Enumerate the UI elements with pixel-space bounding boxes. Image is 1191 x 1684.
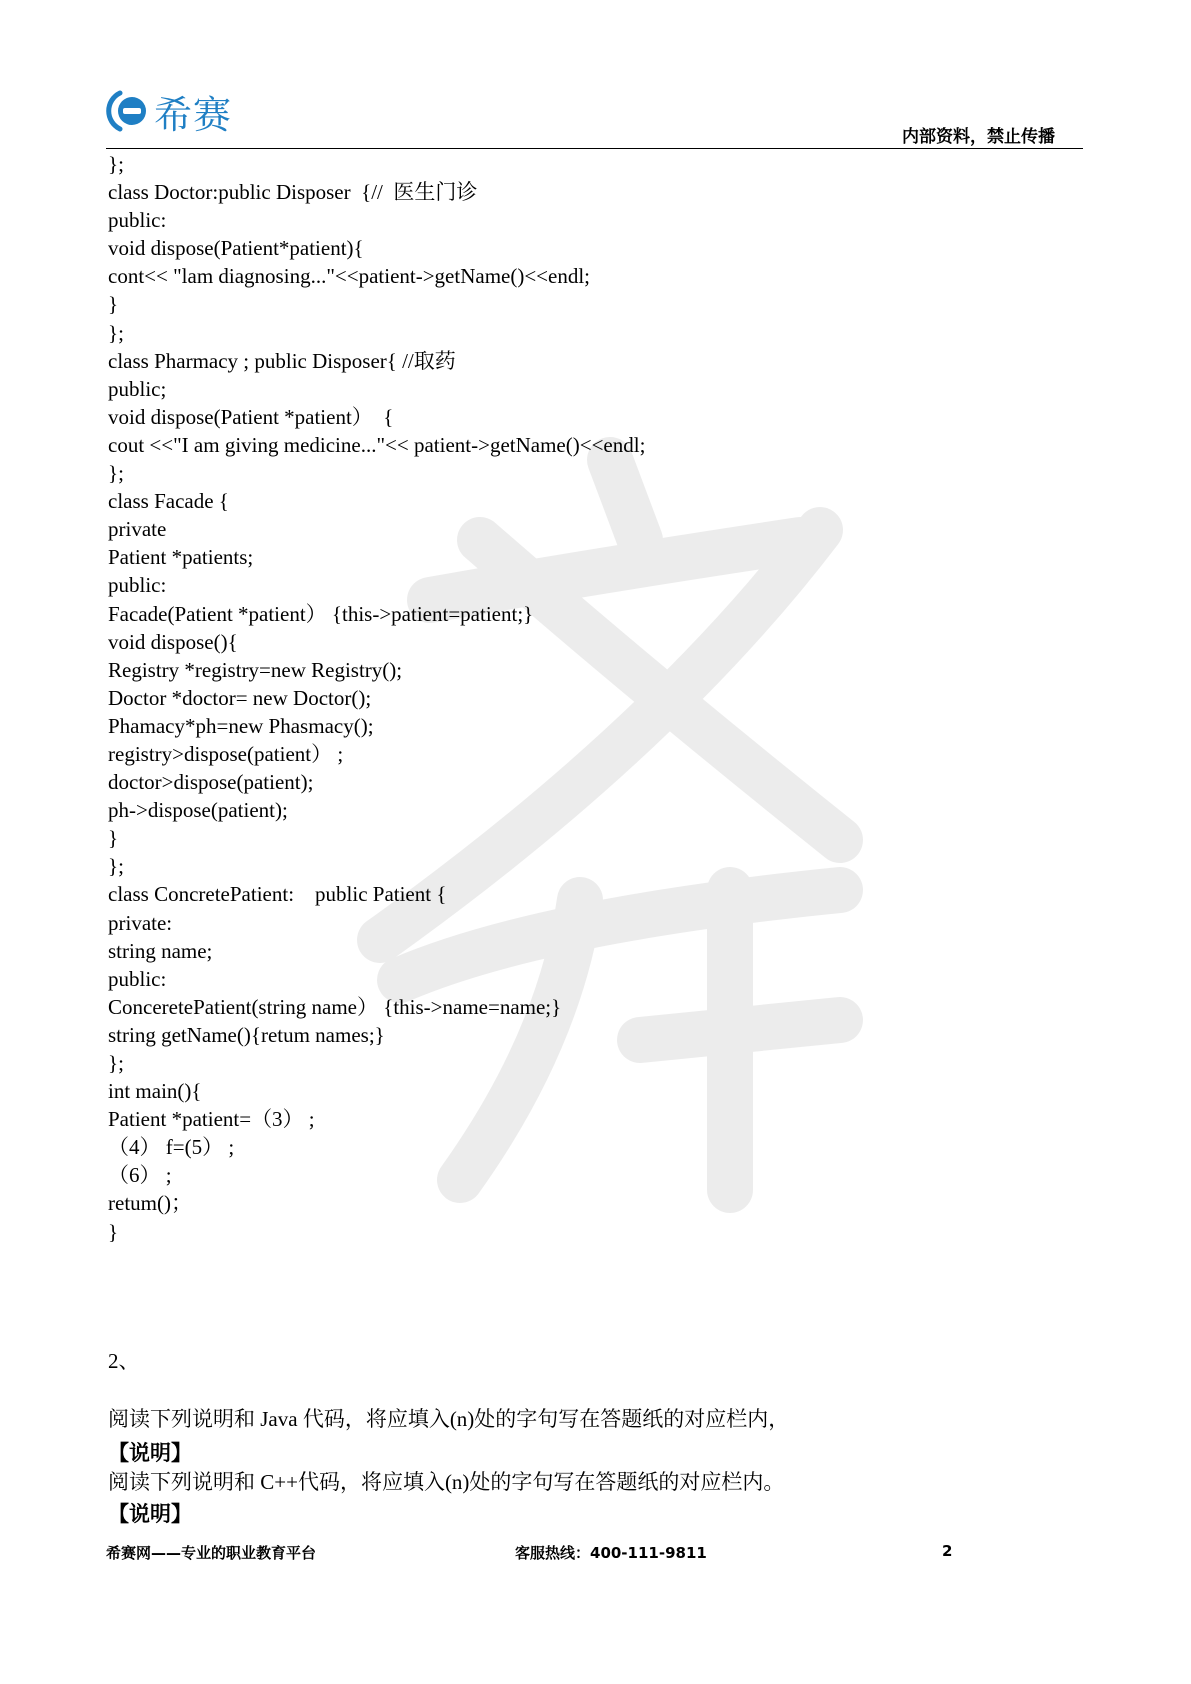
code-line: Phamacy*ph=new Phasmacy(); [108,713,374,738]
section-label-description: 【说明】 [108,1441,192,1465]
instruction-cpp: 阅读下列说明和 C++代码，将应填入(n)处的字句写在答题纸的对应栏内。 [108,1470,785,1494]
code-line: } [108,826,119,851]
footer-slogan: 希赛网——专业的职业教育平台 [106,1544,317,1562]
question-number: 2、 [108,1349,140,1373]
footer-hotline: 客服热线：400-111-9811 [515,1544,707,1562]
code-line: class Doctor:public Disposer {// 医生门诊 [108,180,478,205]
code-line: public: [108,208,167,233]
code-line: }; [108,854,124,879]
code-line: retum()； [108,1191,192,1216]
brand-logo-icon [106,89,150,133]
code-line: Doctor *doctor= new Doctor(); [108,685,372,710]
code-line: string getName(){retum names;} [108,1022,385,1047]
code-line: cout <<"I am giving medicine..."<< patient->getName()<<endl; [108,432,646,457]
code-line: Patient *patients; [108,545,254,570]
code-listing [108,150,645,1246]
section-label-description-2: 【说明】 [108,1502,192,1526]
code-line: }; [108,152,124,176]
instruction-java: 阅读下列说明和 Java 代码，将应填入(n)处的字句写在答题纸的对应栏内， [108,1407,790,1431]
code-line: private: [108,910,173,935]
code-line: void dispose(){ [108,629,238,654]
confidential-note: 内部资料，禁止传播 [902,127,1055,147]
code-line: void dispose(Patient *patient） { [108,404,394,429]
code-line: public; [108,376,167,401]
code-line: } [108,292,119,317]
code-line: int main(){ [108,1079,202,1104]
page-number: 2 [942,1542,953,1560]
code-line: ConceretePatient(string name） {this->name=name;} [108,994,562,1019]
code-line: registry>dispose(patient） ; [108,741,344,766]
code-line: （4） f=(5） ; [108,1135,235,1160]
brand-logo [106,86,232,136]
code-line: }; [108,1051,124,1075]
code-line: Patient *patient=（3） ; [108,1107,315,1132]
code-line: （6） ; [108,1163,172,1188]
code-line: class Facade { [108,489,229,514]
code-line: class Pharmacy ; public Disposer{ //取药 [108,348,456,373]
code-line: cont<< "lam diagnosing..."<<patient->getName()<<endl; [108,264,591,289]
code-line: private [108,517,167,542]
header-divider [106,148,1083,149]
code-line: Registry *registry=new Registry(); [108,657,403,682]
code-line: void dispose(Patient*patient){ [108,236,364,261]
code-line: } [108,1219,119,1244]
brand-name: 希赛 [154,92,233,137]
code-line: public: [108,573,167,598]
code-line: doctor>dispose(patient); [108,770,314,795]
code-line: }; [108,320,124,345]
code-line: Facade(Patient *patient） {this->patient=patient;} [108,601,534,626]
code-line: }; [108,461,124,486]
code-line: string name; [108,938,213,963]
code-line: ph->dispose(patient); [108,798,288,823]
code-line: class ConcretePatient: public Patient { [108,882,447,907]
code-line: public: [108,966,167,991]
